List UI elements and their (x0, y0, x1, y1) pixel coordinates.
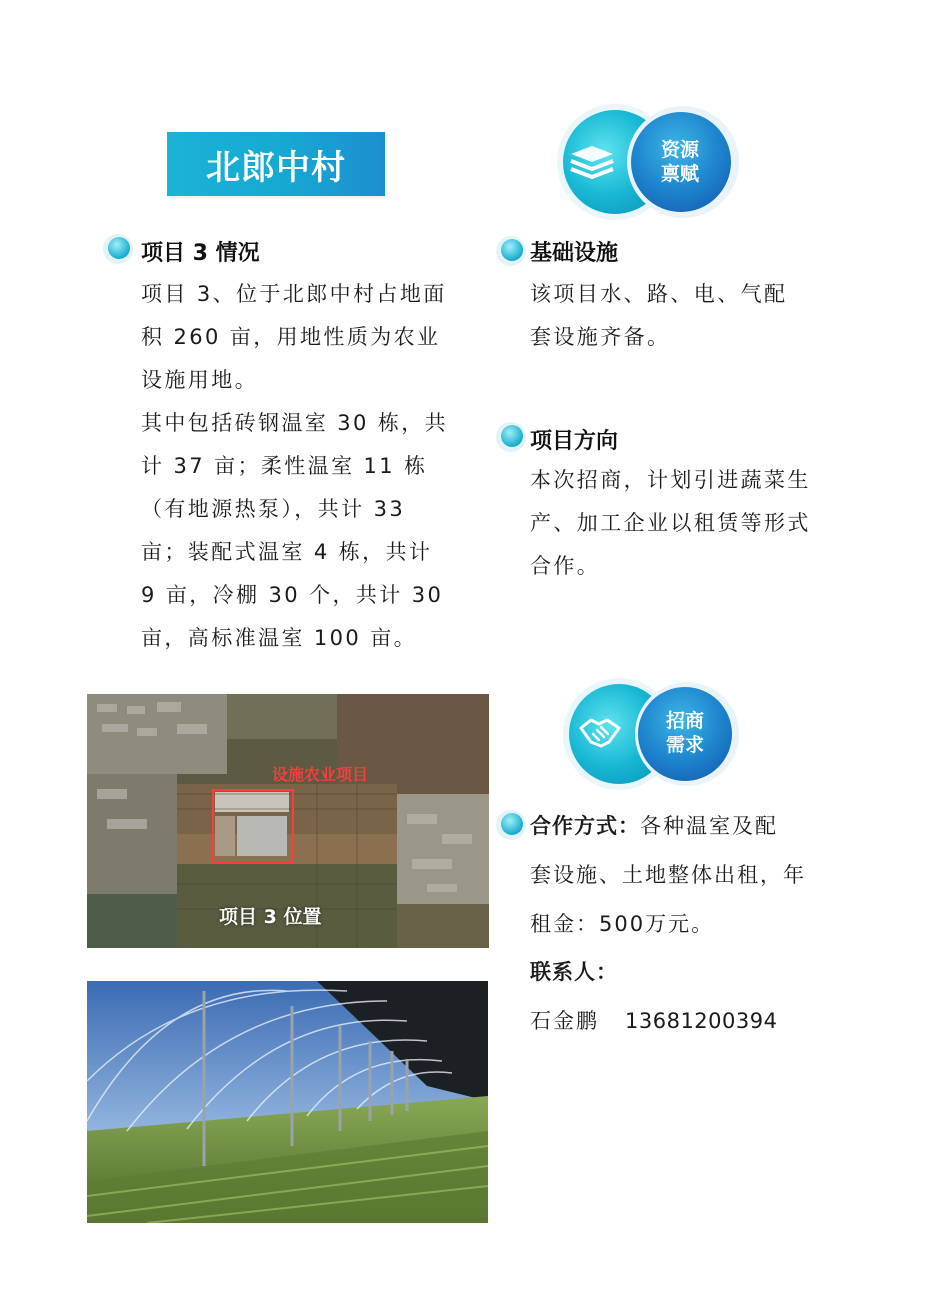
cooperation-line-1 (530, 802, 778, 850)
contact-label (530, 948, 618, 996)
bullet-circle-icon (101, 232, 135, 266)
bullet-circle-icon (494, 234, 528, 268)
direction-heading: 项目方向 (530, 429, 619, 454)
infrastructure-heading: 基础设施 (530, 241, 619, 266)
project-heading: 项目 3 情况 (141, 241, 260, 266)
contact-phone[interactable]: 13681200394 (625, 1009, 778, 1033)
resources-badge-label: 资源 禀赋 (660, 139, 699, 185)
project-location-map (87, 694, 489, 948)
cooperation-label: 合作方式： (530, 814, 640, 838)
project-para-1: 项目 3、位于北郎中村占地面积 260 亩，用地性质为农业设施用地。 (141, 282, 447, 392)
resources-badge (545, 98, 745, 228)
cooperation-line-2: 套设施、土地整体出租，年 (530, 863, 806, 887)
direction-text: 本次招商，计划引进蔬菜生产、加工企业以租赁等形式合作。 (530, 468, 811, 578)
map-location-label: 项目 3 位置 (219, 906, 322, 928)
cooperation-text-1: 各种温室及配 (640, 814, 778, 838)
bullet-circle-icon (494, 420, 528, 454)
bullet-circle-icon (494, 808, 528, 842)
cooperation-line-3: 租金：500万元。 (530, 912, 715, 936)
contact-name: 石金鹏 (530, 1009, 599, 1033)
demand-badge-label: 招商 需求 (665, 710, 704, 756)
handshake-icon (577, 712, 623, 752)
infrastructure-text: 该项目水、路、电、气配套设施齐备。 (530, 282, 788, 349)
contact-label-text: 联系人： (530, 960, 618, 984)
map-project-label: 设施农业项目 (272, 765, 369, 784)
demand-badge (555, 676, 755, 806)
project-description (141, 273, 451, 660)
layers-icon (567, 142, 617, 182)
village-title: 北郎中村 (167, 132, 385, 196)
contact-line (530, 997, 777, 1045)
project-para-2: 其中包括砖钢温室 30 栋，共计 37 亩；柔性温室 11 栋（有地源热泵），共计 33 亩；装配式温室 4 栋，共计 9 亩，冷棚 30 个，共计 30 亩，高标准温室 100 亩。 (141, 411, 449, 650)
greenhouse-photo (87, 981, 488, 1223)
